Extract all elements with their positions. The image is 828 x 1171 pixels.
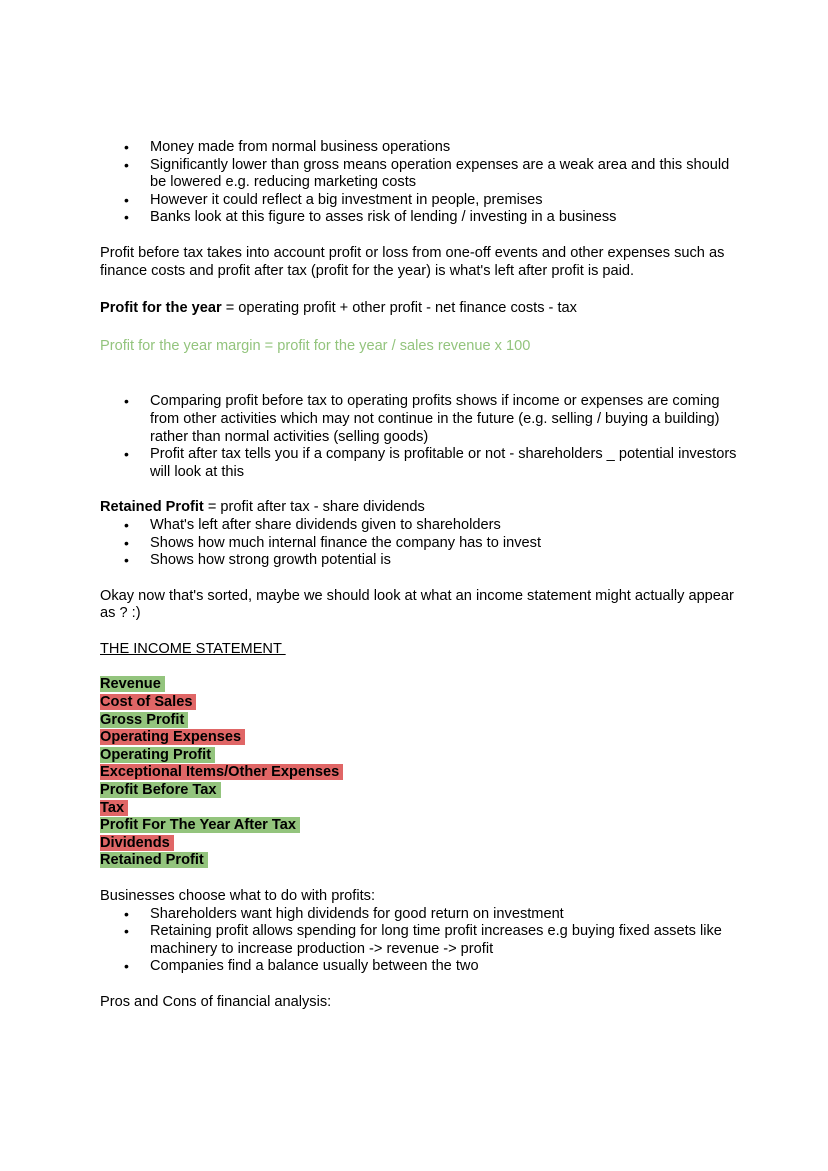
profit-before-tax-paragraph: Profit before tax takes into account profit or loss from one-off events and other expenses such as finance costs and profit after tax (profit for the year) is what's left after profit is paid. <box>100 244 725 279</box>
statement-line <box>100 712 740 730</box>
list-item: • Comparing profit before tax to operating profits shows if income or expenses are coming from other activities which may not continue in the future (e.g. selling / buying a building) rather than normal activities (selling goods) <box>100 393 740 446</box>
statement-line <box>100 764 740 782</box>
list-item: • What's left after share dividends given to shareholders <box>100 517 740 535</box>
retained-profit-formula <box>100 499 740 517</box>
operating-profit-bullet-list <box>100 139 740 227</box>
formula-term: Retained Profit <box>100 499 204 516</box>
pros-cons-heading: Pros and Cons of financial analysis: <box>100 993 332 1010</box>
list-item: • Companies find a balance usually between the two <box>100 958 740 976</box>
retained-profit-bullet-list <box>100 517 740 570</box>
statement-line <box>100 800 740 818</box>
formula-term: Profit for the year <box>100 300 222 317</box>
list-item: • Profit after tax tells you if a company is profitable or not - shareholders _ potential investors will look at this <box>100 446 740 481</box>
list-item: • Significantly lower than gross means operation expenses are a weak area and this should be lowered e.g. reducing marketing costs <box>100 157 740 192</box>
income-statement-heading: THE INCOME STATEMENT <box>100 640 286 657</box>
formula-expression: = operating profit + other profit - net finance costs - tax <box>221 300 577 317</box>
statement-line <box>100 852 740 870</box>
transition-paragraph: Okay now that's sorted, maybe we should look at what an income statement might actually appear as ? :) <box>100 587 734 622</box>
list-item: • Retaining profit allows spending for long time profit increases e.g buying fixed assets like machinery to increase production -> revenue -> profit <box>100 923 740 958</box>
statement-line-label: Tax <box>100 800 128 816</box>
statement-line-label: Revenue <box>100 676 165 692</box>
statement-line <box>100 747 740 765</box>
list-item: • Shows how strong growth potential is <box>100 552 740 570</box>
statement-line-label: Operating Profit <box>100 747 215 763</box>
statement-line <box>100 694 740 712</box>
profits-intro: Businesses choose what to do with profits: <box>100 888 375 904</box>
list-item: • However it could reflect a big investment in people, premises <box>100 192 740 210</box>
statement-line-label: Cost of Sales <box>100 694 196 710</box>
statement-line-label: Operating Expenses <box>100 729 245 745</box>
statement-line-label: Profit Before Tax <box>100 782 221 798</box>
statement-line-label: Profit For The Year After Tax <box>100 817 300 833</box>
comparison-bullet-list <box>100 393 740 481</box>
profit-for-year-formula <box>100 300 740 318</box>
statement-line <box>100 676 740 694</box>
list-item: • Money made from normal business operations <box>100 139 740 157</box>
list-item: • Shareholders want high dividends for good return on investment <box>100 906 740 924</box>
document-content <box>100 139 740 1012</box>
income-statement-lines <box>100 676 740 870</box>
formula-expression: = profit after tax - share dividends <box>203 499 425 516</box>
statement-line <box>100 817 740 835</box>
profits-bullet-list <box>100 906 740 976</box>
list-item: • Shows how much internal finance the company has to invest <box>100 535 740 553</box>
statement-line <box>100 729 740 747</box>
statement-line-label: Dividends <box>100 835 174 851</box>
statement-line-label: Retained Profit <box>100 852 208 868</box>
statement-line <box>100 835 740 853</box>
profit-margin-formula: Profit for the year margin = profit for the year / sales revenue x 100 <box>100 337 531 354</box>
list-item: • Banks look at this figure to asses risk of lending / investing in a business <box>100 209 740 227</box>
statement-line-label: Exceptional Items/Other Expenses <box>100 764 343 780</box>
statement-line <box>100 782 740 800</box>
statement-line-label: Gross Profit <box>100 712 188 728</box>
